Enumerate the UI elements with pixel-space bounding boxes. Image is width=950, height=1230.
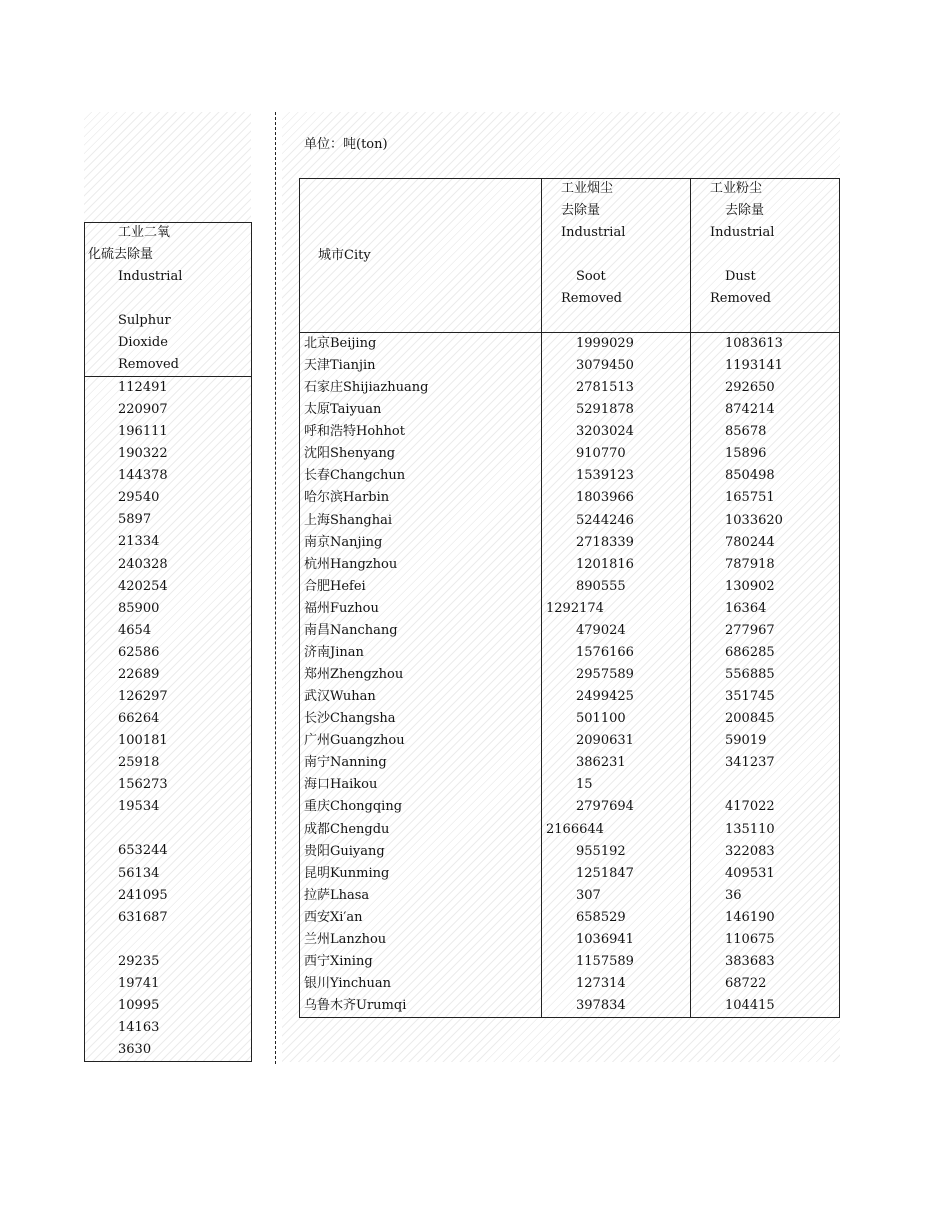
city-cell: 贵阳Guiyang (304, 843, 385, 859)
soot-value-cell: 2166644 (546, 821, 604, 837)
soot-value-cell: 2499425 (576, 689, 634, 705)
city-cell: 济南Jinan (304, 644, 364, 660)
dust-value-cell: 200845 (725, 711, 775, 727)
dust-header-line: Industrial (710, 225, 775, 240)
sulphur-value-cell: 5897 (118, 512, 152, 528)
soot-value-cell: 1576166 (576, 644, 634, 660)
soot-value-cell: 3079450 (576, 358, 634, 374)
city-cell: 呼和浩特Hohhot (304, 424, 405, 440)
city-cell: 长沙Changsha (304, 711, 396, 727)
dust-value-cell: 351745 (725, 689, 775, 705)
city-cell: 南京Nanjing (304, 534, 383, 550)
main-table-col-divider-1 (541, 178, 542, 1018)
dust-value-cell: 780244 (725, 534, 775, 550)
city-cell: 石家庄Shijiazhuang (304, 380, 429, 396)
soot-value-cell: 1251847 (576, 865, 634, 881)
city-cell: 南宁Nanning (304, 755, 387, 771)
soot-header-line: 工业烟尘 (561, 181, 614, 196)
soot-header-line: 去除量 (561, 203, 601, 218)
city-cell: 天津Tianjin (304, 358, 376, 374)
sulphur-value-cell: 144378 (118, 468, 168, 484)
dust-value-cell: 165751 (725, 490, 775, 506)
sulphur-value-cell: 56134 (118, 865, 160, 881)
dust-value-cell: 409531 (725, 865, 775, 881)
dust-value-cell: 874214 (725, 402, 775, 418)
sulphur-value-cell: 156273 (118, 777, 168, 793)
soot-value-cell: 307 (576, 887, 601, 903)
left-table-header-divider (84, 376, 252, 377)
city-cell: 太原Taiyuan (304, 402, 382, 418)
sulphur-value-cell: 220907 (118, 402, 168, 418)
city-cell: 杭州Hangzhou (304, 556, 398, 572)
soot-value-cell: 1157589 (576, 953, 634, 969)
dust-value-cell: 110675 (725, 931, 775, 947)
city-cell: 北京Beijing (304, 336, 377, 351)
city-cell: 乌鲁木齐Urumqi (304, 998, 407, 1014)
sulphur-value-cell: 190322 (118, 446, 168, 462)
city-cell: 拉萨Lhasa (304, 887, 370, 903)
soot-value-cell: 5244246 (576, 512, 634, 528)
dust-value-cell: 85678 (725, 424, 767, 440)
sulphur-value-cell: 19741 (118, 975, 160, 991)
soot-value-cell: 2090631 (576, 733, 634, 749)
soot-value-cell: 2781513 (576, 380, 634, 396)
city-cell: 郑州Zhengzhou (304, 667, 404, 683)
sulphur-header-line: Dioxide (118, 335, 168, 350)
city-cell: 沈阳Shenyang (304, 446, 396, 462)
soot-value-cell: 890555 (576, 578, 626, 594)
soot-value-cell: 479024 (576, 622, 626, 638)
city-column-header: 城市City (318, 248, 371, 263)
sulphur-value-cell: 66264 (118, 711, 160, 727)
city-cell: 兰州Lanzhou (304, 931, 387, 947)
dust-value-cell: 1083613 (725, 336, 783, 351)
city-cell: 广州Guangzhou (304, 733, 405, 749)
sulphur-value-cell: 3630 (118, 1042, 152, 1058)
city-cell: 银川Yinchuan (304, 976, 392, 992)
soot-value-cell: 1292174 (546, 600, 604, 616)
dust-header-line: 去除量 (725, 203, 765, 218)
soot-value-cell: 910770 (576, 446, 626, 462)
soot-value-cell: 15 (576, 777, 593, 793)
sulphur-value-cell: 196111 (118, 424, 168, 440)
dust-value-cell: 135110 (725, 821, 775, 837)
soot-value-cell: 1201816 (576, 556, 634, 572)
sulphur-header-line: 工业二氧 (118, 225, 171, 240)
dust-value-cell: 36 (725, 887, 742, 903)
dust-value-cell: 850498 (725, 468, 775, 484)
sulphur-value-cell: 112491 (118, 380, 168, 395)
main-table-col-divider-2 (690, 178, 691, 1018)
dust-value-cell: 130902 (725, 578, 775, 594)
city-cell: 西宁Xining (304, 953, 373, 969)
sulphur-value-cell: 19534 (118, 799, 160, 815)
sulphur-header-line: 化硫去除量 (88, 247, 154, 262)
dust-value-cell: 15896 (725, 446, 767, 462)
sulphur-value-cell: 100181 (118, 733, 168, 749)
soot-value-cell: 1803966 (576, 490, 634, 506)
sulphur-value-cell: 85900 (118, 600, 160, 616)
dust-header-line: Dust (725, 269, 756, 284)
sulphur-value-cell: 14163 (118, 1020, 160, 1036)
dust-value-cell: 104415 (725, 998, 775, 1014)
soot-value-cell: 3203024 (576, 424, 634, 440)
sulphur-value-cell: 126297 (118, 688, 168, 704)
dust-value-cell: 277967 (725, 622, 775, 638)
soot-value-cell: 2957589 (576, 667, 634, 683)
sulphur-header-line: Industrial (118, 269, 183, 284)
sulphur-value-cell: 62586 (118, 644, 160, 660)
sulphur-header-line: Removed (118, 357, 179, 372)
soot-value-cell: 1539123 (576, 468, 634, 484)
soot-value-cell: 1999029 (576, 336, 634, 351)
city-cell: 重庆Chongqing (304, 799, 403, 815)
soot-value-cell: 127314 (576, 976, 626, 992)
city-cell: 南昌Nanchang (304, 622, 398, 638)
left-table (84, 222, 252, 1062)
soot-value-cell: 2797694 (576, 799, 634, 815)
dust-value-cell: 16364 (725, 600, 767, 616)
soot-value-cell: 2718339 (576, 534, 634, 550)
dust-value-cell: 556885 (725, 667, 775, 683)
soot-value-cell: 1036941 (576, 931, 634, 947)
dust-value-cell: 383683 (725, 953, 775, 969)
soot-value-cell: 501100 (576, 711, 626, 727)
dust-value-cell: 322083 (725, 843, 775, 859)
dust-value-cell: 146190 (725, 909, 775, 925)
sulphur-value-cell: 29540 (118, 490, 160, 506)
soot-header-line: Removed (561, 291, 622, 306)
dust-header-line: Removed (710, 291, 771, 306)
sulphur-value-cell: 631687 (118, 909, 168, 925)
dust-value-cell: 686285 (725, 644, 775, 660)
city-cell: 昆明Kunming (304, 865, 390, 881)
sulphur-value-cell: 21334 (118, 534, 160, 550)
soot-value-cell: 5291878 (576, 402, 634, 418)
sulphur-value-cell: 420254 (118, 578, 168, 594)
sulphur-value-cell: 241095 (118, 887, 168, 903)
city-cell: 上海Shanghai (304, 512, 393, 528)
city-cell: 福州Fuzhou (304, 600, 379, 616)
dust-value-cell: 59019 (725, 733, 767, 749)
dust-value-cell: 68722 (725, 976, 767, 992)
sulphur-value-cell: 4654 (118, 622, 152, 638)
soot-value-cell: 955192 (576, 843, 626, 859)
dust-value-cell: 787918 (725, 556, 775, 572)
sulphur-value-cell: 25918 (118, 755, 160, 771)
dust-value-cell: 1193141 (725, 358, 783, 374)
dust-value-cell: 292650 (725, 380, 775, 396)
soot-value-cell: 386231 (576, 755, 626, 771)
sulphur-value-cell: 22689 (118, 666, 160, 682)
sulphur-value-cell: 29235 (118, 953, 160, 969)
dust-value-cell: 417022 (725, 799, 775, 815)
city-cell: 长春Changchun (304, 468, 406, 484)
sulphur-value-cell: 10995 (118, 997, 160, 1013)
page-split-line (275, 112, 276, 1064)
soot-header-line: Industrial (561, 225, 626, 240)
city-cell: 合肥Hefei (304, 578, 366, 594)
dust-header-line: 工业粉尘 (710, 181, 763, 196)
city-cell: 成都Chengdu (304, 821, 390, 837)
city-cell: 海口Haikou (304, 777, 378, 793)
soot-value-cell: 658529 (576, 909, 626, 925)
city-cell: 西安Xi′an (304, 909, 363, 925)
city-cell: 哈尔滨Harbin (304, 490, 390, 506)
city-cell: 武汉Wuhan (304, 689, 376, 705)
soot-header-line: Soot (576, 269, 606, 284)
dust-value-cell: 1033620 (725, 512, 783, 528)
sulphur-header-line: Sulphur (118, 313, 171, 328)
sulphur-value-cell: 240328 (118, 556, 168, 572)
sulphur-value-cell: 653244 (118, 843, 168, 859)
unit-label: 单位：吨(ton) (304, 137, 388, 152)
dust-value-cell: 341237 (725, 755, 775, 771)
soot-value-cell: 397834 (576, 998, 626, 1014)
